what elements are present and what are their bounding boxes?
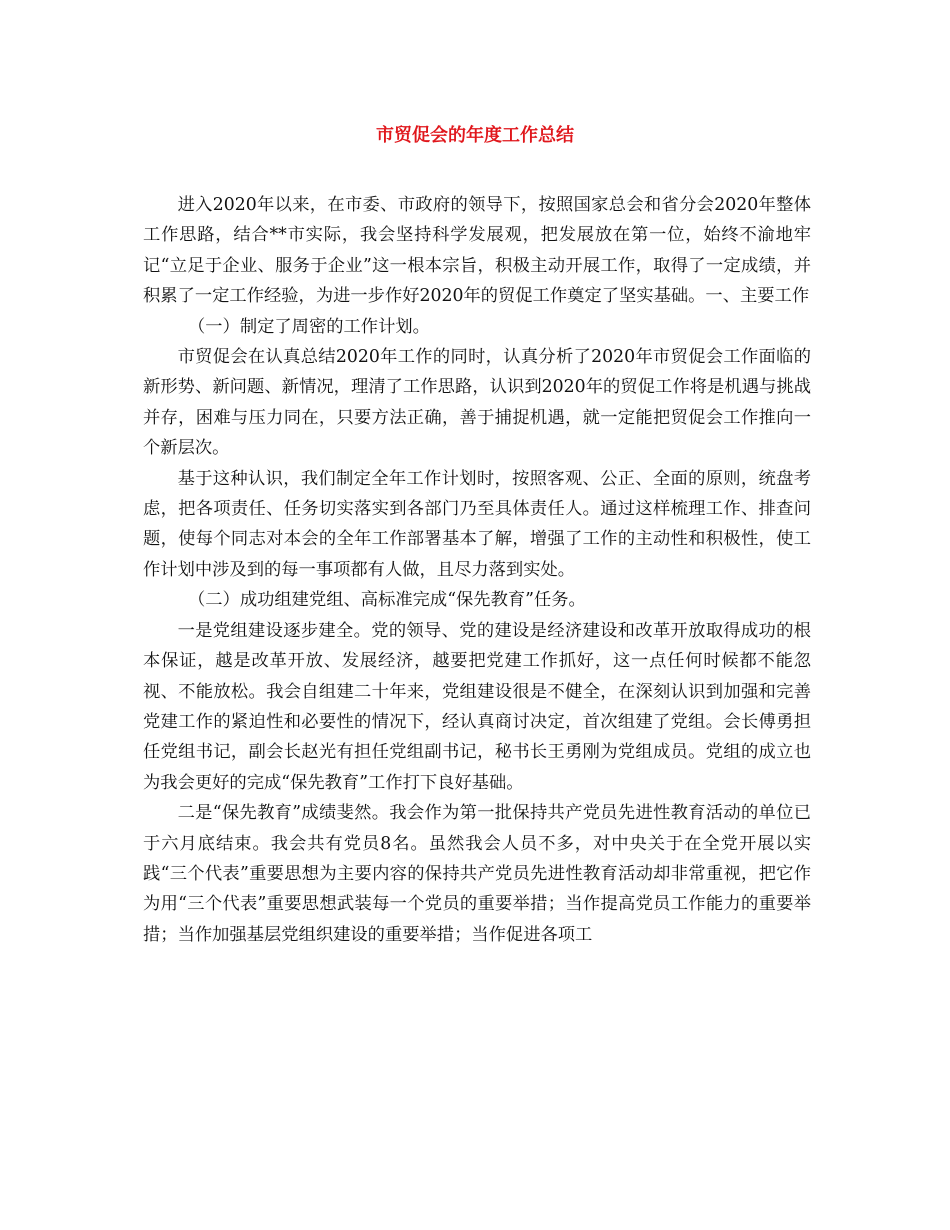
paragraph-intro: 进入2020年以来，在市委、市政府的领导下，按照国家总会和省分会2020年整体工作思路，结合**市实际，我会坚持科学发展观，把发展放在第一位，始终不渝地牢记“立足于企业、服务于企业”这一根本宗旨，积极主动开展工作，取得了一定成绩，并积累了一定工作经验，为进一步作好2020年的贸促工作奠定了坚实基础。一、主要工作	[143, 195, 811, 307]
paragraph: 一是党组建设逐步建全。党的领导、党的建设是经济建设和改革开放取得成功的根本保证，越是改革开放、发展经济，越要把党建工作抓好，这一点任何时候都不能忽视、不能放松。我会自组建二十年来，党组建设很是不健全，在深刻认识到加强和完善党建工作的紧迫性和必要性的情况下，经认真商讨决定，首次组建了党组。会长傅勇担任党组书记，副会长赵光有担任党组副书记，秘书长王勇刚为党组成员。党组的成立也为我会更好的完成“保先教育”工作打下良好基础。	[143, 620, 811, 793]
section-heading-1: （一）制定了周密的工作计划。	[187, 316, 430, 337]
paragraph: 市贸促会在认真总结2020年工作的同时，认真分析了2020年市贸促会工作面临的新形势、新问题、新情况，理清了工作思路，认识到2020年的贸促工作将是机遇与挑战并存，困难与压力同在，只要方法正确，善于捕捉机遇，就一定能把贸促会工作推向一个新层次。	[143, 347, 811, 459]
document-title: 市贸促会的年度工作总结	[376, 125, 574, 146]
document-body	[143, 190, 811, 950]
paragraph: 基于这种认识，我们制定全年工作计划时，按照客观、公正、全面的原则，统盘考虑，把各项责任、任务切实落实到各部门乃至具体责任人。通过这样梳理工作、排查问题，使每个同志对本会的全年工作部署基本了解，增强了工作的主动性和积极性，使工作计划中涉及到的每一事项都有人做，且尽力落到实处。	[143, 468, 811, 580]
section-heading-2: （二）成功组建党组、高标准完成“保先教育”任务。	[187, 590, 586, 611]
paragraph: 二是“保先教育”成绩斐然。我会作为第一批保持共产党员先进性教育活动的单位已于六月底结束。我会共有党员8名。虽然我会人员不多，对中央关于在全党开展以实践“三个代表”重要思想为主要内容的保持共产党员先进性教育活动却非常重视，把它作为用“三个代表”重要思想武装每一个党员的重要举措；当作提高党员工作能力的重要举措；当作加强基层党组织建设的重要举措；当作促进各项工	[143, 803, 811, 945]
